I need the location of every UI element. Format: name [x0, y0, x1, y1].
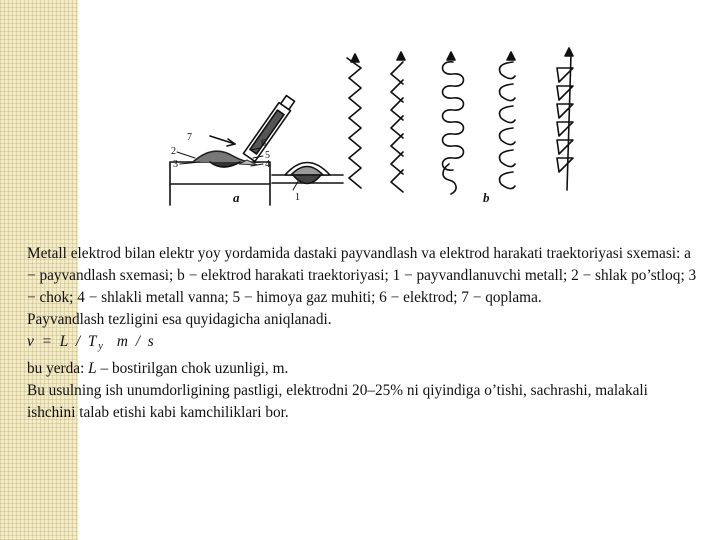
figure-label-a: a — [233, 190, 240, 205]
drawbacks-paragraph: Bu usulning ish unumdorligining pastligi, elektrodni 20–25% ni qiyindiga o’tishi, sachrashi, malakali ishchini talab etishi kabi kamchiliklari bor. — [27, 382, 648, 421]
trajectory-zigzag — [347, 54, 361, 188]
trajectory-triangles — [557, 48, 573, 190]
speed-formula — [27, 331, 697, 358]
where-prefix: bu yerda: — [27, 360, 89, 377]
callout-6: 6 — [261, 138, 266, 149]
trajectory-loops — [443, 52, 464, 194]
where-line — [27, 358, 697, 380]
trajectory-chevrons — [391, 52, 405, 192]
callout-5: 5 — [265, 150, 270, 161]
formula-subscript: y — [98, 341, 103, 352]
where-symbol: L — [88, 360, 97, 377]
speed-intro: Payvandlash tezligini esa quyidagicha aniqlanadi. — [27, 311, 332, 328]
callout-4: 4 — [265, 159, 270, 170]
where-rest: – bostirilgan chok uzunligi, m. — [96, 360, 289, 377]
figure-label-b: b — [483, 190, 490, 205]
figure-caption: Metall elektrod bilan elektr yoy yordamida dastaki payvandlash va elektrod harakati traektoriyasi sxemasi: a − payvandlash sxemasi; b − elektrod harakati traektoriyasi; 1 − payvandlanuvchi metall; 2 − shlak po’stloq; 3 − chok; 4 − shlakli metall vanna; 5 − himoya gaz muhiti; 6 − elektrod; 7 − qoplama. — [27, 245, 697, 306]
trajectory-hooks — [500, 52, 516, 189]
formula-units: m / s — [116, 333, 156, 350]
body-text — [27, 243, 697, 424]
welding-scheme-figure — [165, 40, 590, 215]
weld-cross-section — [272, 163, 343, 184]
callout-3: 3 — [173, 159, 178, 170]
callout-7: 7 — [187, 132, 192, 143]
callout-2: 2 — [171, 146, 176, 157]
formula-main: v = L / T — [27, 333, 99, 350]
welding-diagram-a — [170, 94, 300, 205]
callout-1: 1 — [295, 192, 300, 203]
